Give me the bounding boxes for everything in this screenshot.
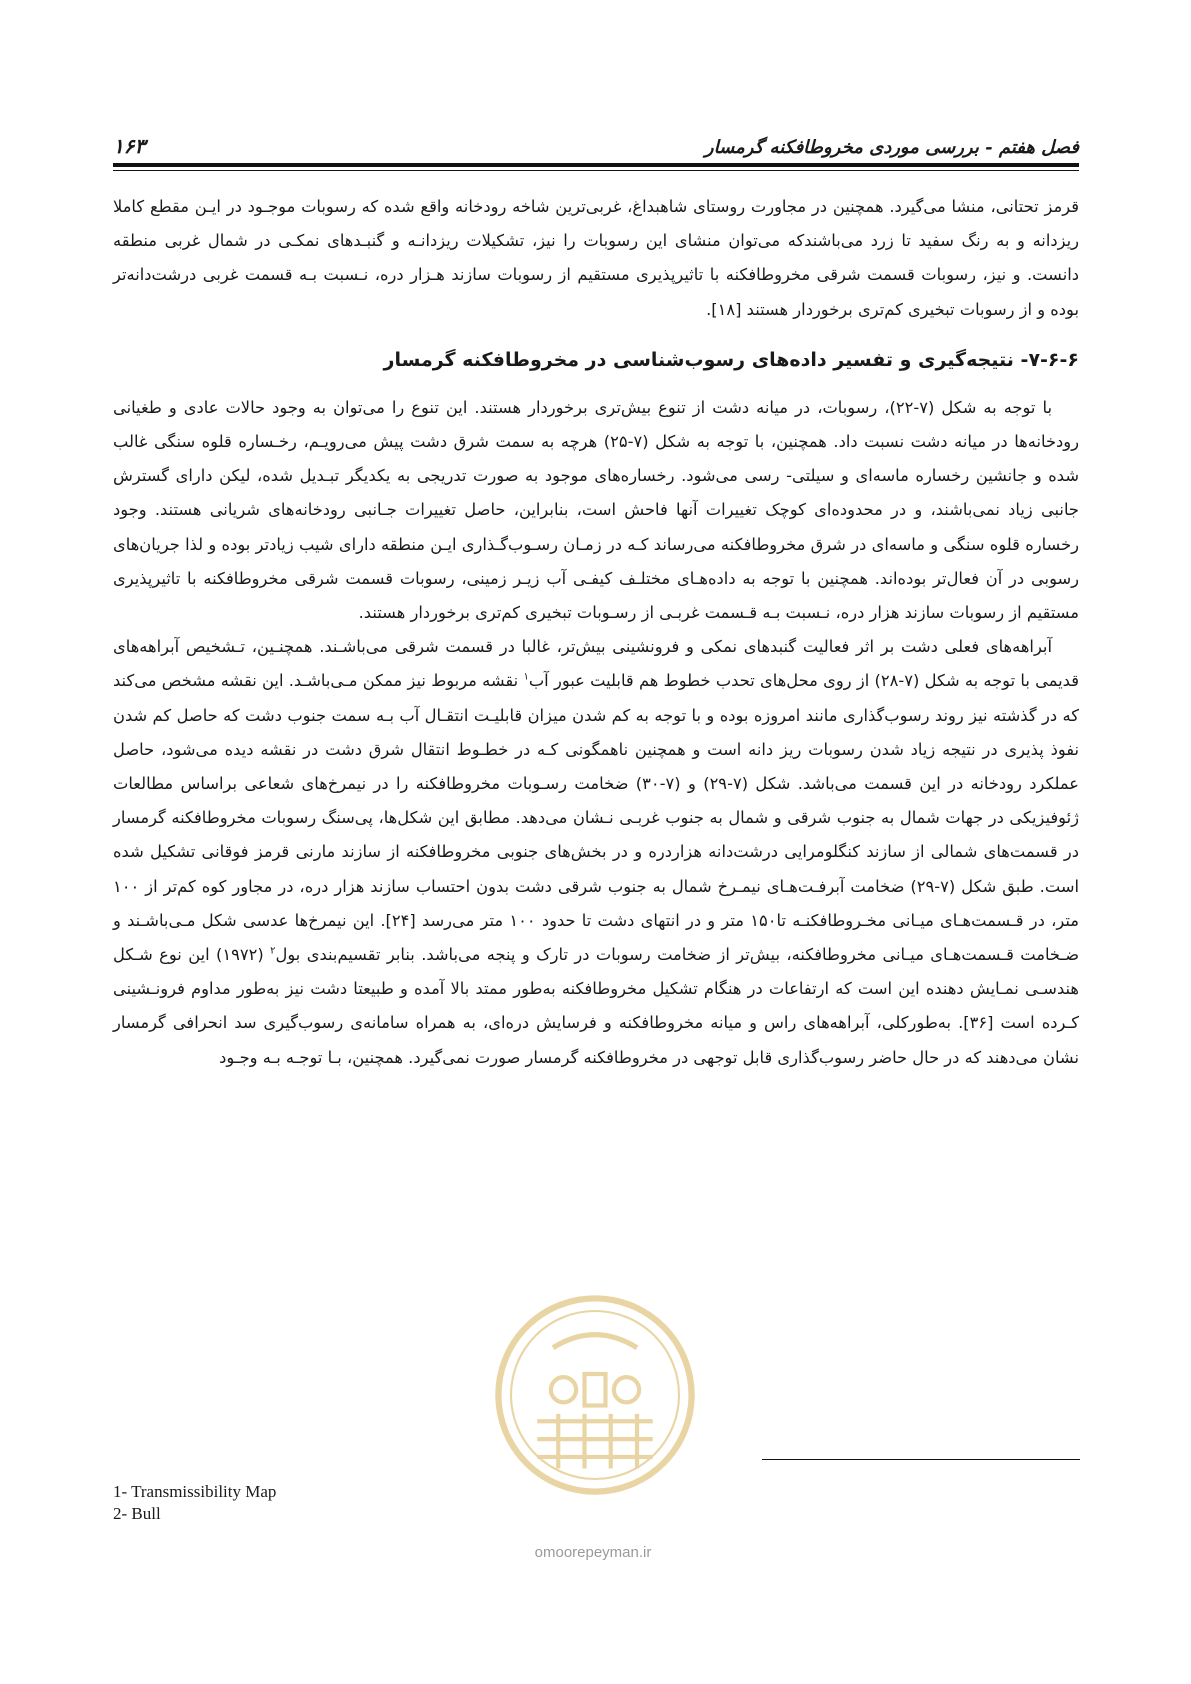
watermark-url: omoorepeyman.ir <box>534 1544 652 1561</box>
body-text <box>113 190 1079 1075</box>
paragraph-3-part-2: نقشه مربوط نیز ممکن مـی‌باشـد. این نقشه مشخص می‌کند که در گذشته نیز روند رسوب‌گذاری مانند امروزه بوده و با توجه به کم شدن میزان قابلیـت انتقـال آب بـه سمت جنوب دشت که حاصل کم شدن نفوذ پذیری در نتیجه زیاد شدن رسوبات ریز دانه است و همچنین ناهمگونی کـه در خطـوط انتقال شرق دشت در نقشه دیده می‌شود، حاصل عملکرد رودخانه در این قسمت می‌باشد. شکل (۷-۲۹) و (۷-۳۰) ضخامت رسـوبات مخروطافکنه را در نیمرخ‌های شعاعی براساس مطالعات ژئوفیزیکی در جهات شمال به جنوب شرقی و شمال به جنوب غربـی نـشان می‌دهد. مطابق این شکل‌ها، پی‌سنگ رسوبات مخروطافکنه گرمسار در قسمت‌های شمالی از سازند کنگلومرایی درشت‌دانه هزاردره و در بخش‌های جنوبی مخروطافکنه از سازند مارنی قرمز فوقانی تشکیل شده است. طبق شکل (۷-۲۹) ضخامت آبرفـت‌هـای نیمـرخ شمال به جنوب شرقی دشت بدون احتساب سازند هزار دره، در مجاور کوه کم‌تر از ۱۰۰ متر، در قـسمت‌هـای میـانی مخـروطافکنـه تا۱۵۰ متر و در انتهای دشت تا حدود ۱۰۰ متر می‌رسد [۲۴]. این نیمرخ‌ها عدسی شکل مـی‌باشـند و ضـخامت قـسمت‌هـای میـانی مخروطافکنه، بیش‌تر از ضخامت رسوبات در تارک و پنجه می‌باشد. بنابر تقسیم‌بندی بول <box>113 671 1080 965</box>
section-heading: ۷-۶-۶- نتیجه‌گیری و تفسیر داده‌های رسوب‌شناسی در مخروطافکنه گرمسار <box>383 348 1079 371</box>
header-rule-thick <box>113 163 1079 167</box>
paragraph-3-part-3: (۱۹۷۲) این نوع شـکل هندسـی نمـایش دهنده این است که ارتفاعات در هنگام تشکیل مخروطافکنه به‌طور ممتد بالا آمده و طبیعتا دشت نیز به‌طور مداوم فرونـشینی کـرده است [۳۶]. به‌طورکلی، آبراهه‌های راس و میانه مخروطافکنه و فرسایش دره‌ای، به همراه سامانه‌ی رسوب‌گیری سد انحرافی گرمسار نشان می‌دهند که در حال حاضر رسوب‌گذاری قابل توجهی در مخروطافکنه گرمسار صورت نمی‌گیرد. همچنین، بـا توجـه بـه وجـود <box>113 945 1079 1067</box>
paragraph-3 <box>113 630 1079 1075</box>
footnote-1: 1- Transmissibility Map <box>113 1482 277 1501</box>
paragraph-1: قرمز تحتانی، منشا می‌گیرد. همچنین در مجاورت روستای شاهبداغ، غربی‌ترین شاخه رودخانه واقع شده که رسوبات موجـود در ایـن مقطع کاملا ریزدانه و به رنگ سفید تا زرد می‌باشندکه می‌توان منشای این رسوبات را نیز، تشکیلات ریزدانـه و گنبـدهای نمکـی در شمال غربی منطقه دانست. و نیز، رسوبات قسمت شرقی مخروطافکنه با تاثیرپذیری مستقیم از رسوبات سازند هـزار دره، نـسبت بـه قسمت غربی درشت‌دانه‌تر بوده و از رسوبات تبخیری کم‌تری برخوردار هستند [۱۸]. <box>113 197 1079 319</box>
running-head <box>113 122 1079 158</box>
footnote-rule <box>762 1459 1080 1460</box>
footnote-ref-2: ۲ <box>270 945 276 957</box>
chapter-title: فصل هفتم - بررسی موردی مخروطافکنه گرمسار <box>704 137 1079 158</box>
footnote-ref-1: ۱ <box>523 672 529 684</box>
page-number: ۱۶۳ <box>113 134 146 158</box>
header-rule-thin <box>113 170 1079 171</box>
footnotes <box>113 1481 276 1525</box>
footnote-2: 2- Bull <box>113 1504 161 1523</box>
watermark-logo-icon <box>490 1290 700 1500</box>
paragraph-3-part-1: آبراهه‌های فعلی دشت بر اثر فعالیت گنبدهای نمکی و فرونشینی بیش‌تر، غالبا در قسمت شرقی می‌باشـند. همچنـین، تـشخیص آبراهه‌های قدیمی با توجه به شکل (۷-۲۸) از روی محل‌های تحدب خطوط هم قابلیت عبور آب <box>113 637 1079 691</box>
paragraph-2: با توجه به شکل (۷-۲۲)، رسوبات، در میانه دشت از تنوع بیش‌تری برخوردار هستند. این تنوع را می‌توان به وجود حالات عادی و طغیانی رودخانه‌ها در میانه دشت نسبت داد. همچنین، با توجه به شکل (۷-۲۵) هرچه به سمت شرق دشت پیش می‌رویـم، رخـساره قلوه سنگی غالب شده و جانشین رخساره ماسه‌ای و سیلتی- رسی می‌شود. رخساره‌های موجود به صورت تدریجی به یکدیگر تبـدیل شده، لیکن دارای گسترش جانبی زیاد نمی‌باشند، و در محدوده‌ای کوچک تغییرات آنها فاحش است، بنابراین، حاصل تغییرات جـانبی رودخانه‌های شریانی هستند. وجود رخساره قلوه سنگی و ماسه‌ای در شرق مخروطافکنه می‌رساند کـه در زمـان رسـوب‌گـذاری ایـن منطقه دارای شیب زیادتر بوده و لذا جریان‌های رسوبی در آن فعال‌تر بوده‌اند. همچنین با توجه به داده‌هـای مختلـف کیفـی آب زیـر زمینی، رسوبات قسمت شرقی مخروطافکنه با تاثیرپذیری مستقیم از رسوبات سازند هزار دره، نـسبت بـه قـسمت غربـی از رسـوبات تبخیری کم‌تری برخوردار هستند. <box>113 397 1080 623</box>
